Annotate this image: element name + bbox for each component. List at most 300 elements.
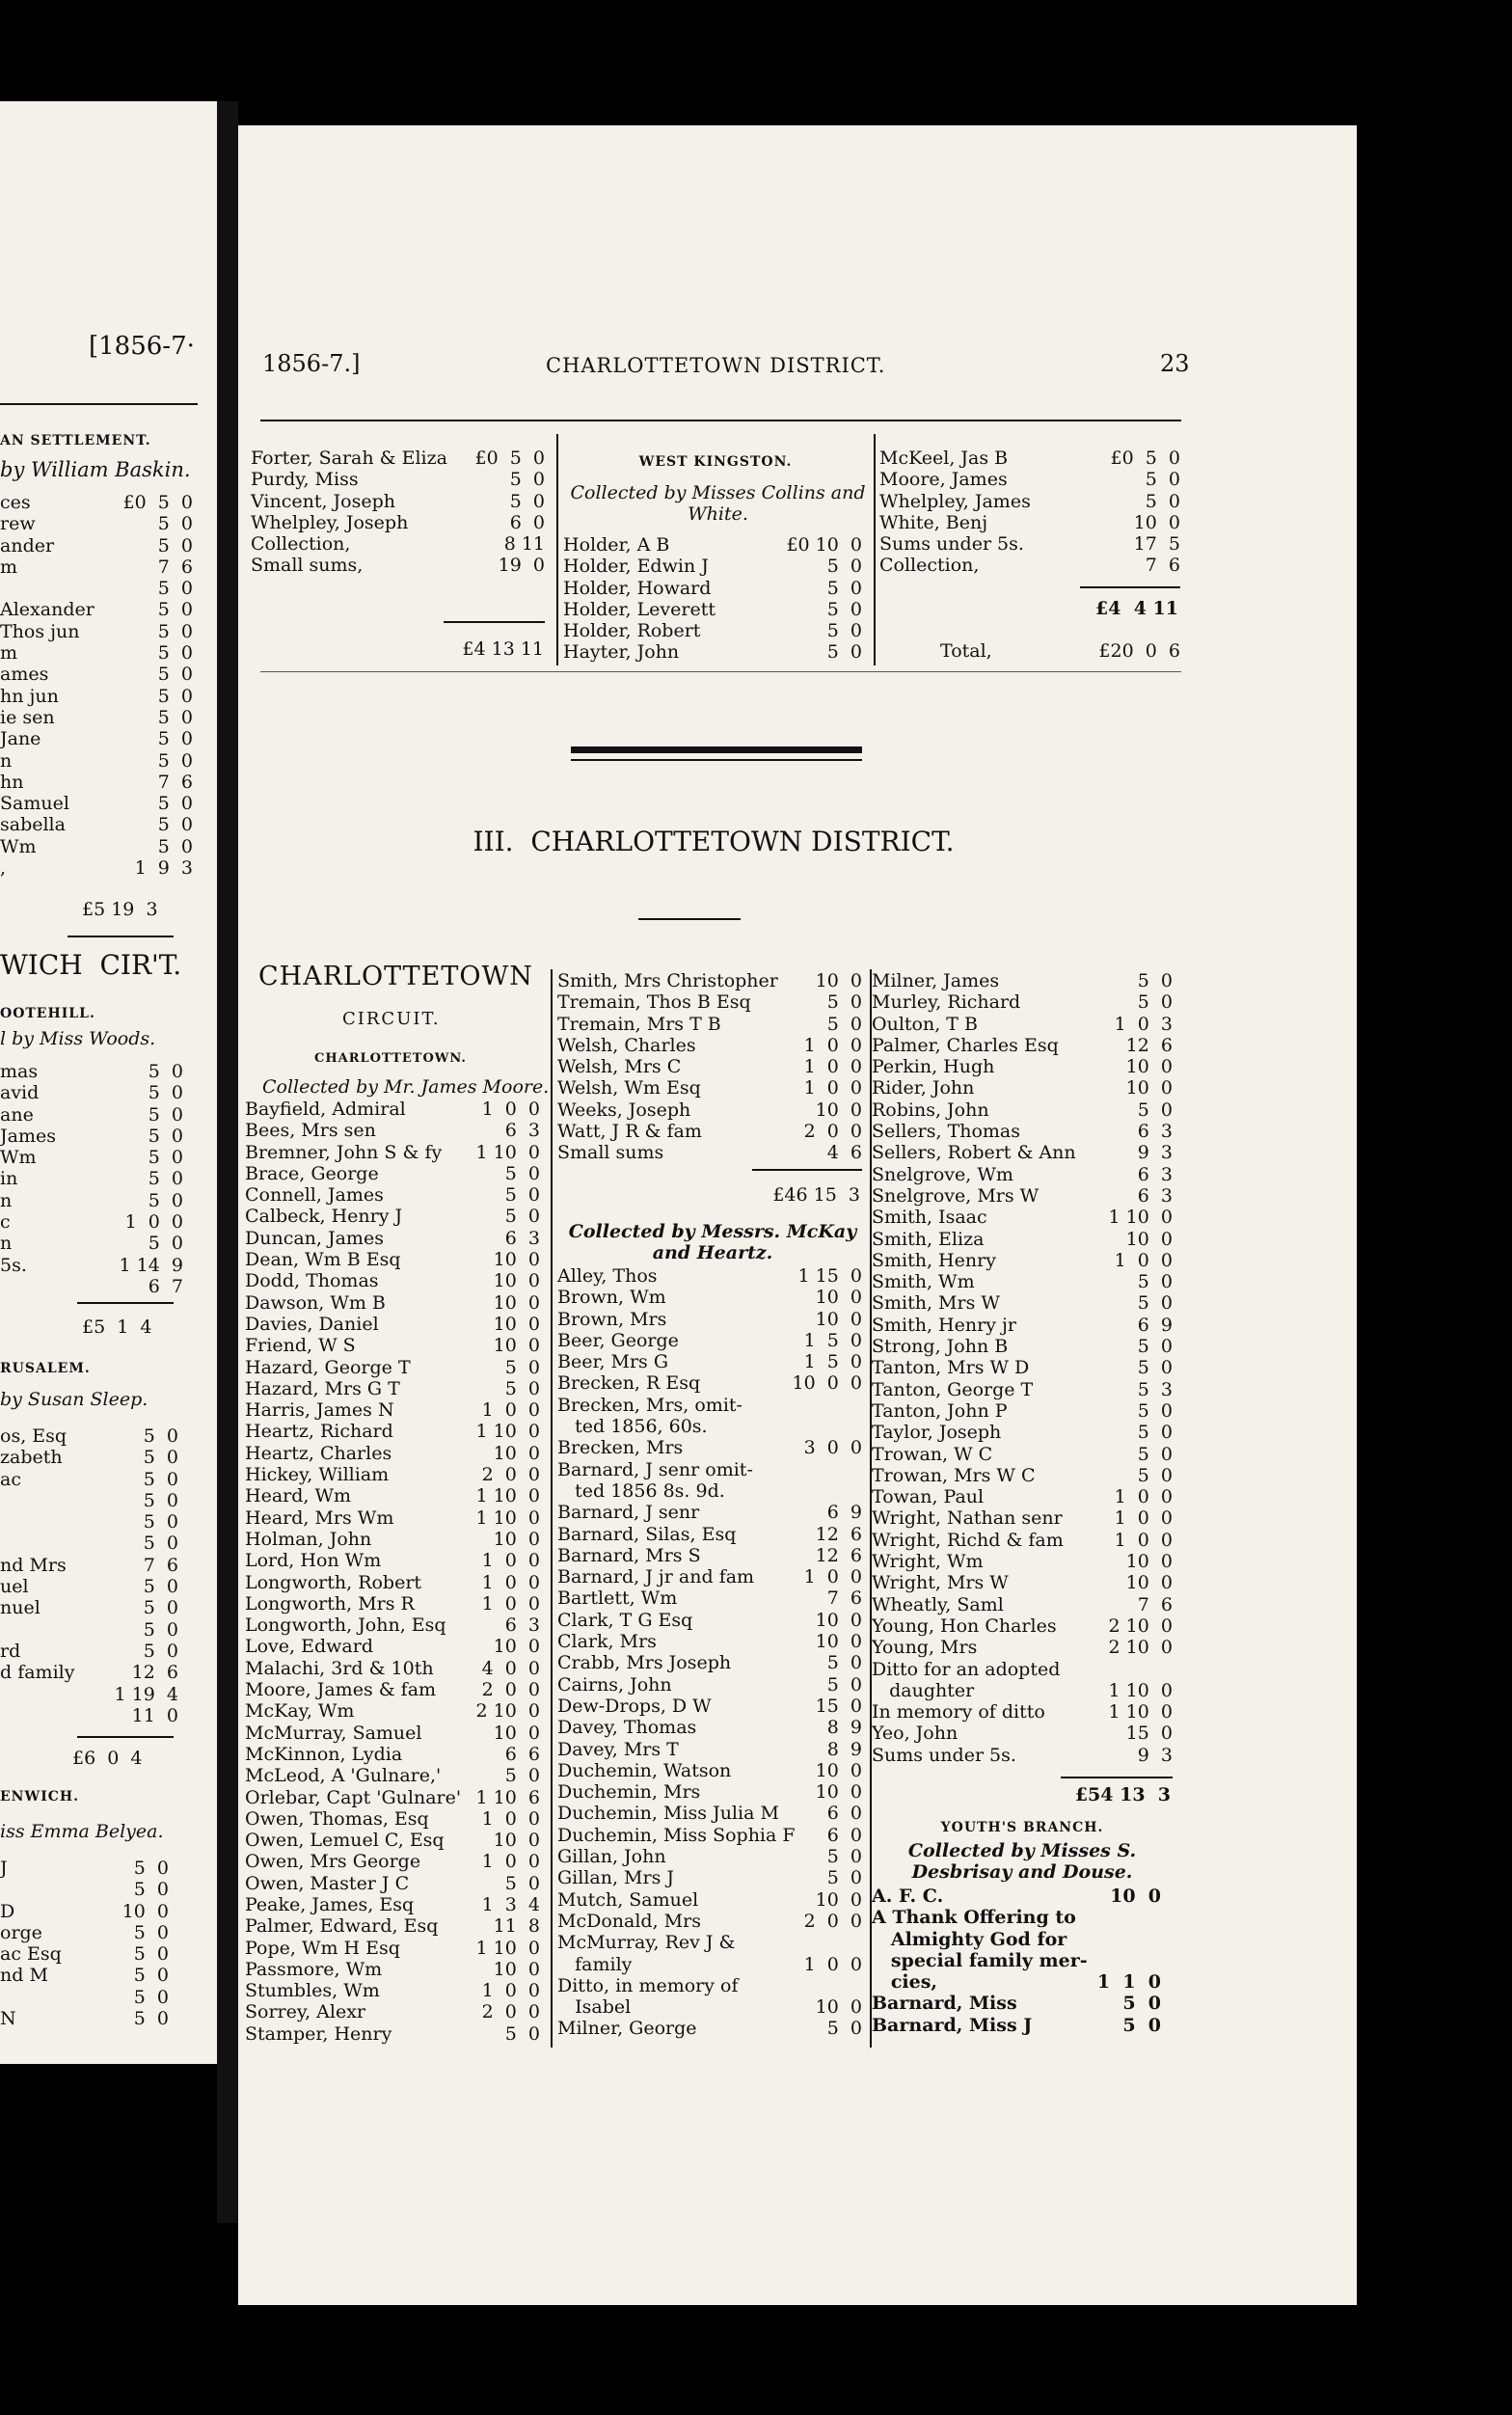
left-list-3 xyxy=(0,1425,178,1726)
entry-amount: 5 0 xyxy=(148,1103,183,1126)
circuit-title: CHARLOTTETOWN xyxy=(258,962,533,991)
entry-name: Wright, Mrs W xyxy=(872,1572,1009,1594)
list-item xyxy=(0,1597,178,1618)
list-item xyxy=(245,1357,540,1378)
entry-name: Vincent, Joseph xyxy=(251,490,395,512)
list-item xyxy=(557,1825,862,1846)
list-item xyxy=(563,641,862,663)
entry-name: Dew-Drops, D W xyxy=(557,1695,712,1717)
entry-amount: 6 7 xyxy=(148,1275,183,1297)
list-item xyxy=(557,1121,862,1142)
entry-name: Sellers, Thomas xyxy=(872,1121,1021,1143)
entry-amount: 5 0 xyxy=(157,513,193,535)
entry-amount: 7 6 xyxy=(1145,555,1180,577)
list-item xyxy=(245,1378,540,1399)
entry-amount: 6 3 xyxy=(1137,1184,1173,1207)
entry-amount: 6 0 xyxy=(509,511,545,533)
entry-name: Holder, A B xyxy=(563,534,670,556)
entry-name: Small sums xyxy=(557,1142,664,1164)
entry-amount: 1 0 0 xyxy=(481,1851,540,1873)
list-item xyxy=(245,1485,540,1506)
list-item xyxy=(557,1867,862,1888)
list-item xyxy=(557,1265,862,1287)
entry-name: Strong, John B xyxy=(872,1336,1009,1358)
list-item xyxy=(245,1679,540,1700)
list-item xyxy=(557,1395,862,1416)
entry-name: Brecken, Mrs xyxy=(557,1437,684,1459)
entry-amount: 5 0 xyxy=(143,1618,178,1641)
list-item xyxy=(245,1421,540,1442)
list-item xyxy=(872,1185,1173,1207)
entry-amount: 7 6 xyxy=(157,556,193,578)
list-item xyxy=(557,1330,862,1351)
list-item xyxy=(872,1271,1173,1292)
entry-amount: 5 0 xyxy=(1137,1099,1173,1121)
entry-amount: 11 0 xyxy=(131,1704,178,1726)
list-item xyxy=(245,1851,540,1872)
subscribers-column-b xyxy=(557,970,862,1164)
entry-name: ames xyxy=(0,664,49,686)
list-item xyxy=(245,1142,540,1163)
entry-name: Orlebar, Capt 'Gulnare' xyxy=(245,1786,462,1808)
entry-amount: 5 0 xyxy=(504,2022,540,2045)
entry-amount: 1 15 0 xyxy=(797,1265,862,1287)
list-item xyxy=(245,1099,540,1120)
entry-amount: 5 0 xyxy=(826,620,862,642)
list-item xyxy=(557,1351,862,1372)
list-item xyxy=(245,1615,540,1636)
left-running-head: [1856-7· xyxy=(89,332,195,361)
entry-amount: 10 0 xyxy=(493,1722,540,1744)
entry-name: Davey, Mrs T xyxy=(557,1738,679,1760)
entry-name: Sums under 5s. xyxy=(872,1744,1016,1766)
entry-amount: 10 0 xyxy=(1125,1551,1173,1573)
list-item xyxy=(0,492,193,513)
entry-amount: 5 0 xyxy=(157,814,193,836)
list-item xyxy=(0,513,193,534)
entry-name: Brecken, Mrs, omit- xyxy=(557,1394,742,1416)
entry-name: Gillan, Mrs J xyxy=(557,1867,674,1889)
list-item xyxy=(0,642,193,664)
left-head-rule xyxy=(0,403,198,405)
top-col3-subtotal: £4 4 11 xyxy=(1095,598,1178,619)
entry-name: Heard, Mrs Wm xyxy=(245,1506,394,1529)
list-item xyxy=(245,1270,540,1291)
list-item xyxy=(0,1190,183,1211)
list-item xyxy=(0,664,193,685)
list-item xyxy=(251,533,545,555)
list-item xyxy=(245,1443,540,1464)
entry-name: Forter, Sarah & Eliza xyxy=(251,448,447,469)
entry-amount: 5 0 xyxy=(157,728,193,750)
list-item xyxy=(557,970,862,991)
list-item xyxy=(557,1545,862,1566)
entry-amount: 6 3 xyxy=(504,1227,540,1249)
entry-name: Tanton, Mrs W D xyxy=(872,1357,1030,1379)
entry-amount: 5 0 xyxy=(826,641,862,664)
circuit-collector: Collected by Mr. James Moore. xyxy=(262,1076,550,1098)
entry-amount: 2 0 0 xyxy=(803,1910,862,1932)
top-list-2 xyxy=(563,534,862,664)
entry-amount: 7 6 xyxy=(143,1554,178,1576)
list-item xyxy=(872,1971,1161,1993)
entry-amount: 1 0 0 xyxy=(803,1034,862,1056)
entry-name: Gillan, John xyxy=(557,1846,666,1868)
entry-name: ac xyxy=(0,1468,21,1490)
entry-amount: 6 3 xyxy=(1137,1163,1173,1185)
entry-amount: 5 0 xyxy=(157,749,193,772)
entry-name: d family xyxy=(0,1662,75,1684)
entry-name: Owen, Thomas, Esq xyxy=(245,1807,429,1830)
list-item xyxy=(872,970,1173,991)
list-item xyxy=(0,1061,183,1082)
entry-amount: 5 0 xyxy=(1122,2014,1161,2036)
list-item xyxy=(245,1335,540,1356)
entry-amount: 10 0 xyxy=(493,1313,540,1335)
page-number: 23 xyxy=(1160,350,1190,377)
list-item xyxy=(872,1229,1173,1250)
left-collector: by William Baskin. xyxy=(0,458,191,481)
entry-amount: 12 6 xyxy=(815,1523,862,1545)
entry-name: in xyxy=(0,1168,18,1190)
top-col1-rule xyxy=(444,621,545,623)
entry-amount: 5 0 xyxy=(143,1640,178,1662)
entry-name: Passmore, Wm xyxy=(245,1958,383,1980)
entry-name: Tremain, Thos B Esq xyxy=(557,991,751,1014)
list-item xyxy=(251,448,545,469)
entry-name: ted 1856 8s. 9d. xyxy=(557,1479,725,1502)
entry-amount: 5 0 xyxy=(826,577,862,599)
entry-amount: 15 0 xyxy=(1125,1723,1173,1745)
running-head-title: CHARLOTTETOWN DISTRICT. xyxy=(546,354,886,377)
entry-amount: 5 0 xyxy=(504,1184,540,1207)
entry-amount: 5 0 xyxy=(1145,469,1180,491)
entry-amount: 10 0 xyxy=(815,1287,862,1309)
entry-name: Smith, Eliza xyxy=(872,1228,985,1250)
list-item xyxy=(557,2018,862,2039)
entry-name: Malachi, 3rd & 10th xyxy=(245,1657,434,1679)
entry-name: Owen, Master J C xyxy=(245,1872,410,1894)
entry-name: McDonald, Mrs xyxy=(557,1910,701,1932)
entry-name: Purdy, Miss xyxy=(251,469,359,491)
entry-amount: 1 0 0 xyxy=(481,1571,540,1593)
entry-name: Smith, Isaac xyxy=(872,1207,987,1229)
entry-amount: 1 0 0 xyxy=(1114,1486,1173,1508)
entry-name: Milner, George xyxy=(557,2018,697,2040)
entry-amount: 5 0 xyxy=(157,664,193,686)
entry-name: Duchemin, Watson xyxy=(557,1759,732,1781)
entry-amount: 10 0 xyxy=(493,1335,540,1357)
entry-amount: 10 0 xyxy=(1125,1572,1173,1594)
entry-amount: 5 3 xyxy=(1137,1378,1173,1400)
list-item xyxy=(872,1551,1173,1572)
list-item xyxy=(872,991,1173,1013)
entry-amount: 1 10 0 xyxy=(475,1485,540,1507)
entry-amount: 10 0 xyxy=(815,1099,862,1121)
list-item xyxy=(245,1744,540,1765)
entry-amount: 10 0 xyxy=(815,1631,862,1653)
list-item xyxy=(872,1142,1173,1163)
entry-amount: 9 3 xyxy=(1137,1142,1173,1164)
list-item xyxy=(0,621,193,642)
list-item xyxy=(557,1739,862,1760)
page-gutter xyxy=(217,101,238,2223)
entry-name: J xyxy=(0,1858,8,1879)
entry-amount: 7 6 xyxy=(826,1587,862,1610)
list-item xyxy=(872,1680,1173,1701)
list-item xyxy=(0,793,193,814)
list-item xyxy=(251,512,545,533)
list-item xyxy=(872,1400,1173,1422)
entry-amount: 5 0 xyxy=(826,1846,862,1868)
colB-rule xyxy=(752,1169,862,1171)
entry-name: Robins, John xyxy=(872,1099,989,1121)
entry-amount: 1 0 0 xyxy=(481,1099,540,1120)
entry-amount: 12 6 xyxy=(815,1544,862,1566)
entry-amount: 5 0 xyxy=(826,1673,862,1696)
list-item xyxy=(879,491,1180,512)
list-item xyxy=(557,1309,862,1330)
entry-amount: 10 0 xyxy=(1110,1886,1161,1907)
entry-amount: 12 6 xyxy=(131,1662,178,1684)
list-item xyxy=(879,533,1180,555)
entry-name: ane xyxy=(0,1103,34,1126)
entry-amount: 5 0 xyxy=(1137,1292,1173,1315)
left-sub-head-3: RUSALEM. xyxy=(0,1361,91,1376)
list-item xyxy=(872,1121,1173,1142)
entry-name: Young, Mrs xyxy=(872,1637,978,1659)
entry-amount: 5 0 xyxy=(133,1858,169,1879)
entry-amount: 10 0 xyxy=(815,1888,862,1911)
entry-amount: 5 0 xyxy=(143,1468,178,1490)
list-item xyxy=(557,1610,862,1631)
list-item xyxy=(563,534,862,556)
entry-name: Bartlett, Wm xyxy=(557,1587,678,1610)
list-item xyxy=(557,1631,862,1652)
left-list-2 xyxy=(0,1061,183,1297)
colC-rule xyxy=(1061,1777,1173,1778)
list-item xyxy=(245,1399,540,1421)
entry-name: Snelgrove, Mrs W xyxy=(872,1184,1040,1207)
entry-amount: 5 0 xyxy=(143,1511,178,1533)
list-item xyxy=(872,1315,1173,1336)
entry-amount: 2 0 0 xyxy=(481,1464,540,1486)
entry-amount: 6 3 xyxy=(504,1615,540,1637)
entry-name: Barnard, Miss J xyxy=(872,2014,1033,2036)
entry-amount: 10 0 xyxy=(493,1249,540,1271)
left-total-3: £6 0 4 xyxy=(72,1748,143,1769)
entry-name: Wheatly, Saml xyxy=(872,1593,1004,1615)
entry-name: ac Esq xyxy=(0,1943,62,1966)
list-item xyxy=(245,1464,540,1485)
entry-name: Beer, George xyxy=(557,1329,679,1351)
entry-name: McLeod, A 'Gulnare,' xyxy=(245,1765,442,1787)
entry-amount: 1 5 0 xyxy=(803,1351,862,1373)
entry-name: Smith, Henry jr xyxy=(872,1314,1016,1336)
list-item xyxy=(251,555,545,576)
entry-amount: 1 0 0 xyxy=(1114,1249,1173,1271)
list-item xyxy=(0,1168,183,1189)
list-item xyxy=(879,512,1180,533)
entry-name: Yeo, John xyxy=(872,1723,958,1745)
entry-amount: 1 0 0 xyxy=(481,1980,540,2002)
entry-name: Sums under 5s. xyxy=(879,533,1024,556)
entry-name: ie sen xyxy=(0,706,55,728)
entry-amount: 5 0 xyxy=(143,1425,178,1447)
entry-name: Welsh, Charles xyxy=(557,1034,696,1056)
entry-name: ces xyxy=(0,492,31,513)
list-item xyxy=(245,1507,540,1529)
entry-amount: 5 0 xyxy=(1137,1443,1173,1465)
entry-amount: 10 0 0 xyxy=(792,1372,862,1395)
entry-name: Duchemin, Miss Julia M xyxy=(557,1803,779,1825)
entry-amount: 5 0 xyxy=(504,1765,540,1787)
entry-amount: 5 0 xyxy=(826,2018,862,2040)
list-item xyxy=(563,599,862,620)
youth-list xyxy=(872,1886,1161,2036)
list-item xyxy=(557,1014,862,1035)
list-item xyxy=(0,535,193,556)
entry-amount: 1 10 6 xyxy=(475,1786,540,1808)
entry-name: m xyxy=(0,556,18,578)
list-item xyxy=(245,2023,540,2045)
list-item xyxy=(557,1803,862,1824)
entry-amount: 1 9 3 xyxy=(134,857,193,880)
left-list-1 xyxy=(0,492,193,879)
entry-name: Brown, Mrs xyxy=(557,1308,667,1330)
entry-name: N xyxy=(0,2008,16,2030)
entry-name: Brace, George xyxy=(245,1162,379,1184)
entry-amount: 5 0 xyxy=(148,1082,183,1104)
entry-amount: 6 0 xyxy=(826,1803,862,1825)
entry-name: avid xyxy=(0,1082,40,1104)
list-item xyxy=(557,1287,862,1308)
list-item xyxy=(245,1228,540,1249)
entry-amount: 5 0 xyxy=(509,469,545,491)
column-divider-1 xyxy=(551,969,553,2048)
entry-amount: 9 3 xyxy=(1137,1744,1173,1766)
entry-amount: 4 0 0 xyxy=(481,1657,540,1679)
list-item xyxy=(0,707,193,728)
entry-amount: 12 6 xyxy=(1125,1034,1173,1056)
entry-name: nd M xyxy=(0,1965,48,1987)
left-list-4 xyxy=(0,1858,169,2029)
entry-amount: 2 0 0 xyxy=(803,1121,862,1143)
colC-total: £54 13 3 xyxy=(1074,1784,1171,1805)
list-item xyxy=(557,1077,862,1099)
list-item xyxy=(879,555,1180,576)
entry-amount: 1 0 0 xyxy=(803,1056,862,1078)
list-item xyxy=(563,556,862,577)
entry-amount: 5 0 xyxy=(1137,970,1173,991)
list-item xyxy=(557,1846,862,1867)
list-item xyxy=(557,1035,862,1056)
entry-name: Dodd, Thomas xyxy=(245,1270,379,1292)
entry-amount: 10 0 xyxy=(815,1759,862,1781)
entry-amount: 1 10 0 xyxy=(475,1937,540,1959)
entry-name: Calbeck, Henry J xyxy=(245,1206,403,1228)
thick-divider xyxy=(571,746,862,753)
entry-name: Ditto for an adopted xyxy=(872,1658,1061,1680)
left-rule-1 xyxy=(68,936,174,937)
list-item xyxy=(563,620,862,641)
entry-amount: 5 0 xyxy=(504,1377,540,1399)
list-item xyxy=(557,1566,862,1587)
entry-amount: 5 0 xyxy=(148,1233,183,1255)
entry-amount: 5 0 xyxy=(826,1867,862,1889)
entry-amount: 1 14 9 xyxy=(119,1254,183,1276)
entry-amount: 5 0 xyxy=(826,598,862,620)
entry-amount: 5 0 xyxy=(504,1206,540,1228)
entry-amount: 8 11 xyxy=(503,533,545,556)
entry-name: Smith, Mrs Christopher xyxy=(557,970,778,991)
entry-amount: 5 0 xyxy=(148,1189,183,1211)
entry-amount: 5 0 xyxy=(1137,1464,1173,1486)
entry-amount: 3 0 0 xyxy=(803,1437,862,1459)
entry-name: Tremain, Mrs T B xyxy=(557,1013,721,1035)
list-item xyxy=(557,1587,862,1609)
list-item xyxy=(0,1555,178,1576)
list-item xyxy=(0,1447,178,1468)
entry-amount: 17 5 xyxy=(1133,533,1180,556)
list-item xyxy=(245,1572,540,1593)
entry-name: cies, xyxy=(872,1971,938,1994)
entry-amount: 5 0 xyxy=(133,1986,169,2008)
entry-name: family xyxy=(557,1953,633,1975)
entry-amount: 5 0 xyxy=(148,1125,183,1147)
entry-name: Bees, Mrs sen xyxy=(245,1120,376,1142)
entry-name: Smith, Wm xyxy=(872,1271,975,1293)
circuit-subtitle: CIRCUIT. xyxy=(342,1009,441,1029)
list-item xyxy=(245,1765,540,1786)
entry-name: Young, Hon Charles xyxy=(872,1615,1057,1637)
entry-amount: 5 0 xyxy=(157,706,193,728)
list-item xyxy=(872,1077,1173,1099)
list-item xyxy=(0,814,193,835)
entry-name: Lord, Hon Wm xyxy=(245,1550,382,1572)
thin-divider xyxy=(571,759,862,761)
entry-amount: 1 0 0 xyxy=(481,1592,540,1615)
subscribers-column-a xyxy=(245,1099,540,2045)
list-item xyxy=(245,1700,540,1722)
list-item xyxy=(0,1104,183,1126)
entry-amount: 2 10 0 xyxy=(1108,1615,1173,1637)
left-collector-3: by Susan Sleep. xyxy=(0,1389,148,1410)
entry-name: Welsh, Wm Esq xyxy=(557,1077,701,1099)
entry-amount: 10 0 xyxy=(815,970,862,991)
entry-name: Almighty God for xyxy=(872,1928,1067,1950)
list-item xyxy=(245,1120,540,1141)
list-item xyxy=(245,1163,540,1184)
entry-name: Clark, T G Esq xyxy=(557,1609,693,1631)
entry-amount: 11 8 xyxy=(493,1915,540,1938)
entry-name: Wm xyxy=(0,835,37,857)
west-kingston-collector: Collected by Misses Collins and White. xyxy=(570,482,866,526)
list-item xyxy=(245,1636,540,1657)
list-item xyxy=(557,1954,862,1975)
entry-name: Hickey, William xyxy=(245,1464,390,1486)
entry-name: McKay, Wm xyxy=(245,1700,355,1723)
entry-name: 5s. xyxy=(0,1254,27,1276)
entry-name: Peake, James, Esq xyxy=(245,1893,415,1915)
list-item xyxy=(557,1975,862,1996)
top-list-1 xyxy=(251,448,545,577)
entry-name: Thos jun xyxy=(0,620,80,642)
entry-amount: 1 10 0 xyxy=(475,1421,540,1443)
entry-name: Owen, Mrs George xyxy=(245,1851,421,1873)
entry-amount: 5 0 xyxy=(1137,1422,1173,1444)
list-item xyxy=(872,1572,1173,1593)
